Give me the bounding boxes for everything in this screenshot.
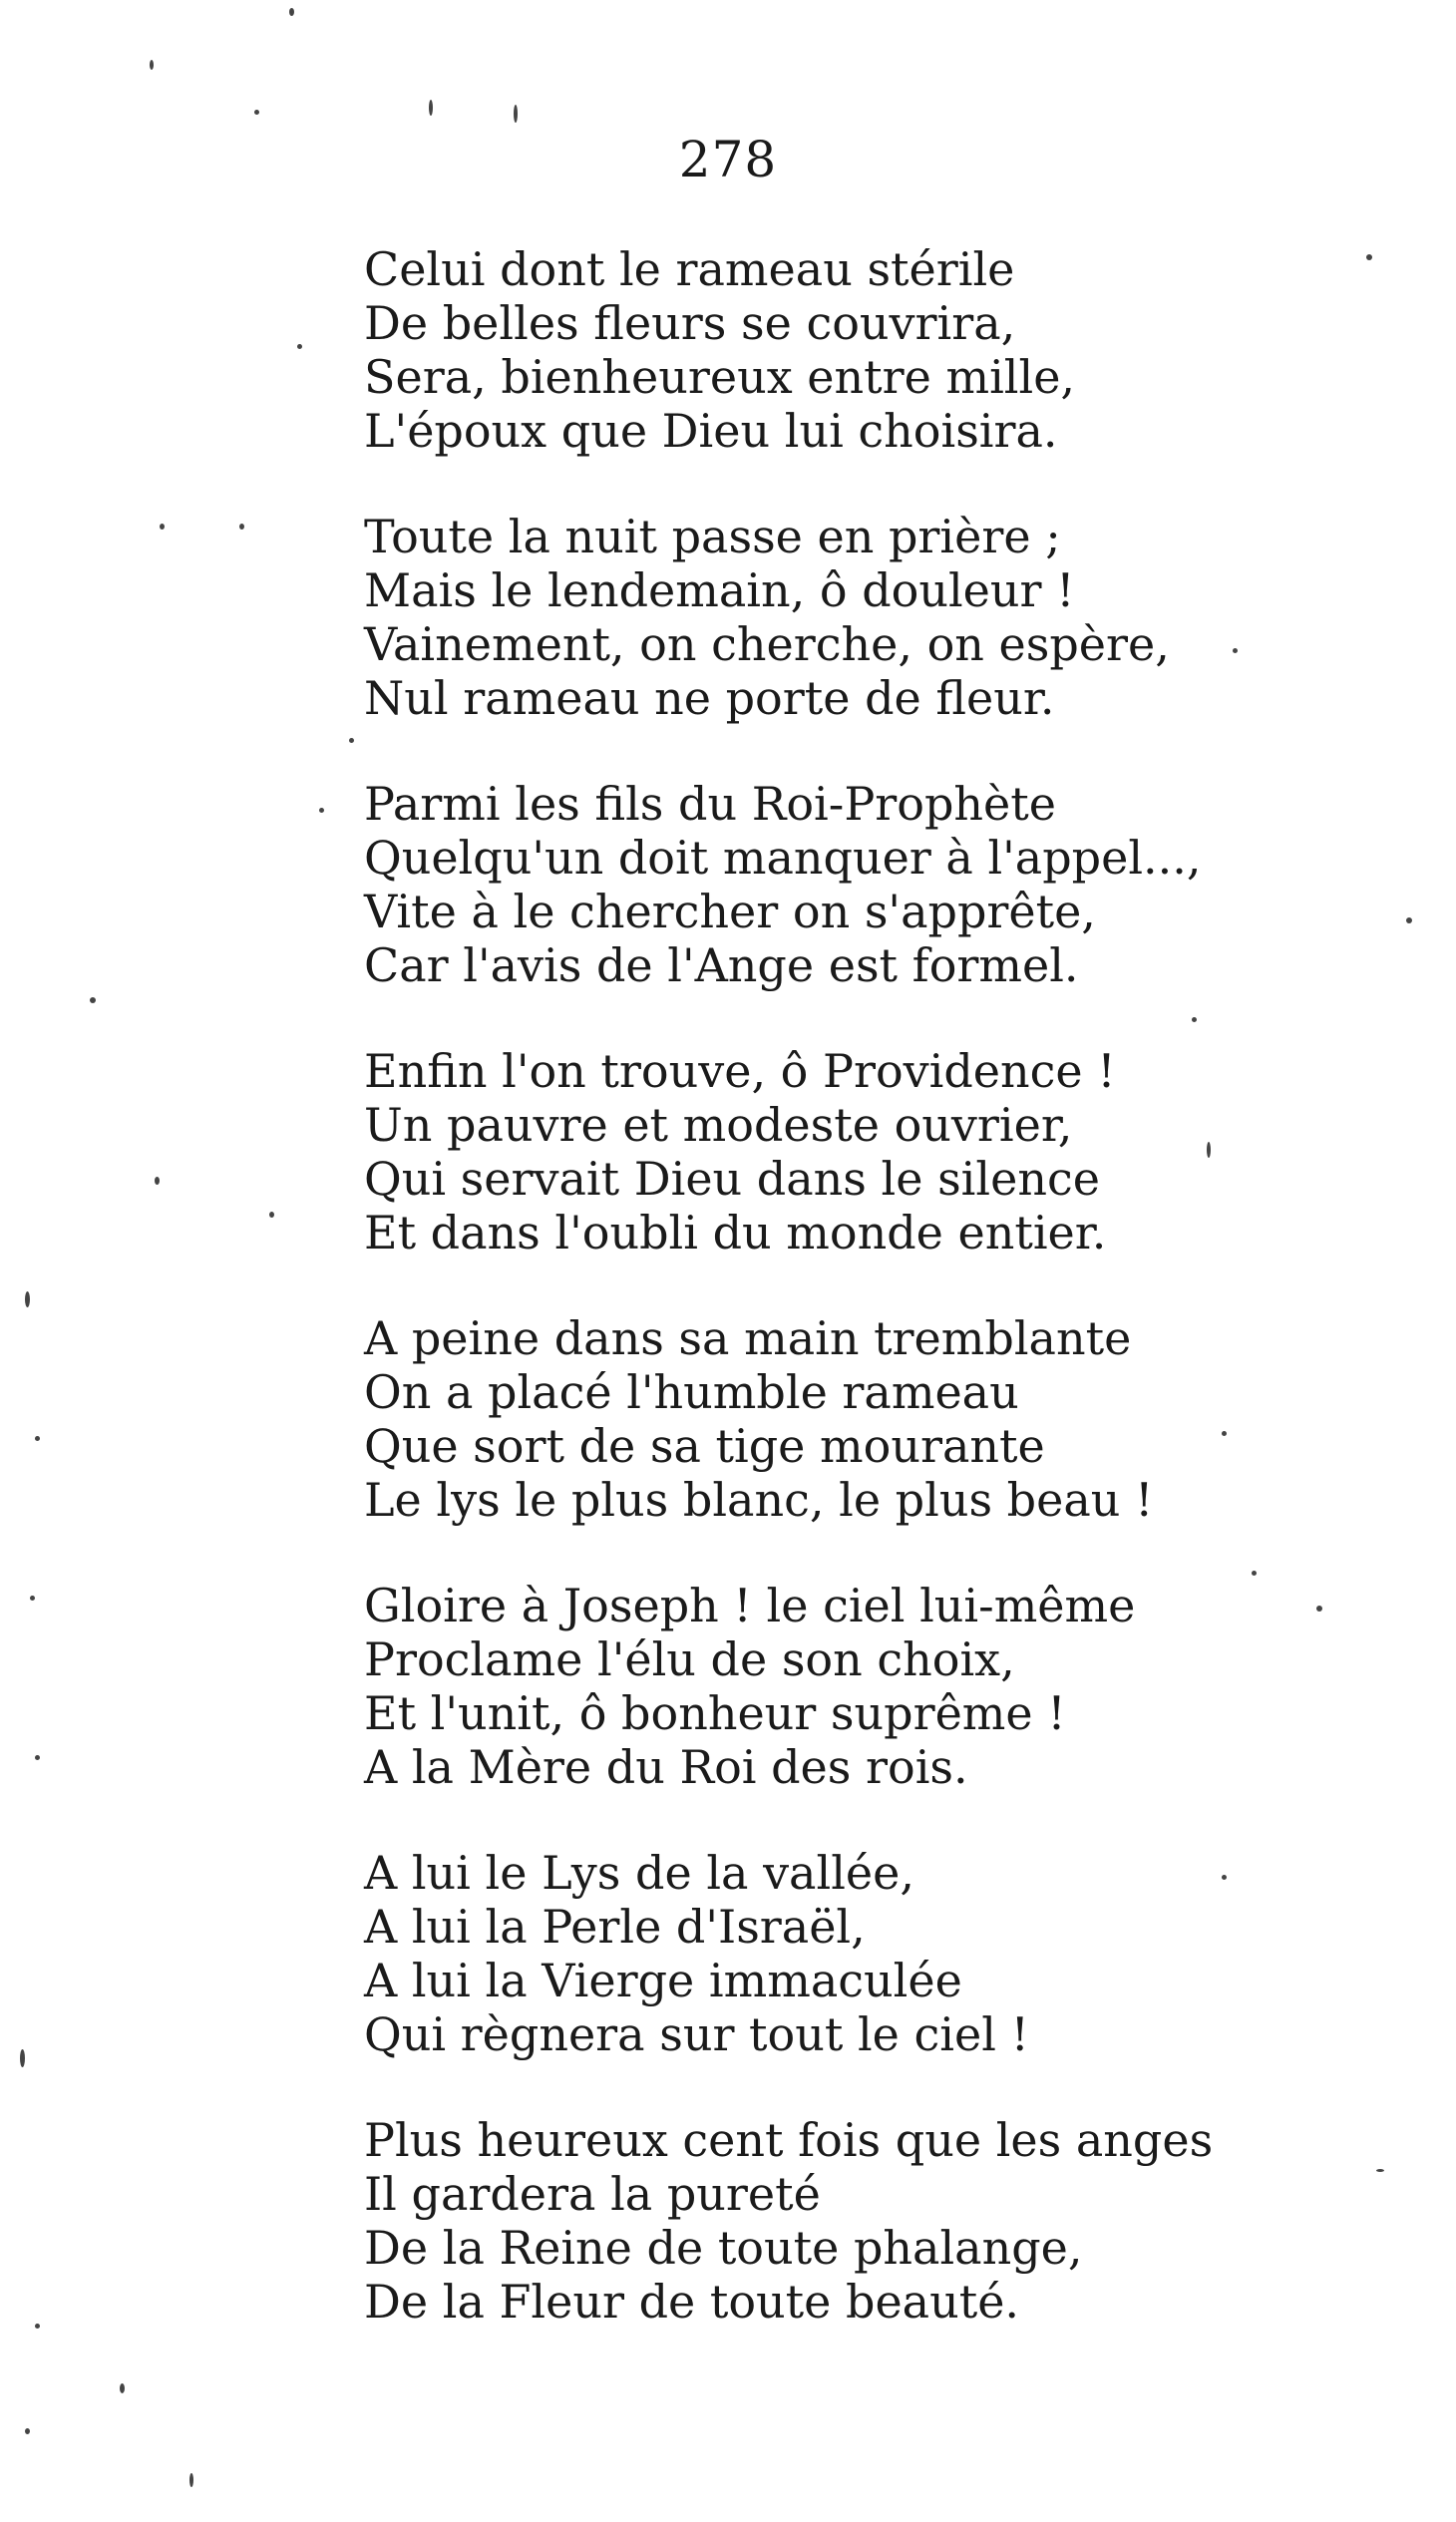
stanza — [364, 777, 1421, 992]
verse-line: Nul rameau ne porte de fleur. — [364, 671, 1055, 725]
paper-speck — [1376, 2169, 1384, 2172]
verse-line: De la Reine de toute phalange, — [364, 2221, 1083, 2275]
paper-speck — [150, 60, 154, 70]
verse-line: Parmi les fils du Roi-Prophète — [364, 777, 1056, 831]
paper-speck — [120, 2383, 125, 2393]
paper-speck — [155, 1177, 160, 1185]
stanza — [364, 242, 1421, 458]
paper-speck — [25, 1291, 30, 1307]
paper-speck — [297, 344, 302, 349]
paper-speck — [1233, 648, 1238, 653]
stanza — [364, 510, 1421, 725]
paper-speck — [289, 8, 294, 16]
verse-line: Et dans l'oubli du monde entier. — [364, 1206, 1107, 1260]
paper-speck — [254, 110, 259, 115]
paper-speck — [1207, 1142, 1211, 1158]
verse-line: Un pauvre et modeste ouvrier, — [364, 1098, 1073, 1152]
verse-line: Car l'avis de l'Ange est formel. — [364, 938, 1079, 992]
verse-line: Que sort de sa tige mourante — [364, 1419, 1045, 1473]
verse-line: Qui règnera sur tout le ciel ! — [364, 2007, 1030, 2061]
verse-line: Qui servait Dieu dans le silence — [364, 1152, 1100, 1206]
verse-line: Plus heureux cent fois que les anges — [364, 2113, 1214, 2167]
verse-line: Sera, bienheureux entre mille, — [364, 350, 1076, 404]
verse-line: Le lys le plus blanc, le plus beau ! — [364, 1473, 1154, 1527]
paper-speck — [349, 738, 354, 743]
verse-line: Quelqu'un doit manquer à l'appel..., — [364, 831, 1202, 885]
paper-speck — [30, 1596, 35, 1601]
paper-speck — [319, 808, 324, 813]
paper-speck — [429, 100, 433, 116]
paper-speck — [35, 1436, 40, 1441]
paper-speck — [1252, 1571, 1257, 1576]
verse-line: On a placé l'humble rameau — [364, 1365, 1019, 1419]
verse-line: Et l'unit, ô bonheur suprême ! — [364, 1686, 1066, 1740]
paper-speck — [514, 105, 518, 123]
paper-speck — [1316, 1606, 1322, 1612]
paper-speck — [1406, 917, 1412, 923]
stanza — [364, 2113, 1421, 2329]
stanza — [364, 1579, 1421, 1794]
paper-speck — [1222, 1875, 1227, 1880]
verse-line: A lui la Vierge immaculée — [364, 1954, 962, 2007]
verse-line: De la Fleur de toute beauté. — [364, 2275, 1020, 2329]
verse-line: Vite à le chercher on s'apprête, — [364, 885, 1096, 938]
paper-speck — [189, 2473, 193, 2487]
paper-speck — [35, 1755, 40, 1760]
verse-line: Celui dont le rameau stérile — [364, 242, 1015, 296]
paper-speck — [1192, 1017, 1197, 1022]
paper-speck — [25, 2428, 30, 2434]
verse-line: Enfin l'on trouve, ô Providence ! — [364, 1044, 1116, 1098]
verse-line: Gloire à Joseph ! le ciel lui-même — [364, 1579, 1136, 1632]
page-number: 278 — [678, 131, 778, 188]
poem-text — [364, 242, 1421, 2380]
paper-speck — [20, 2049, 25, 2067]
stanza — [364, 1846, 1421, 2061]
verse-line: A lui la Perle d'Israël, — [364, 1900, 866, 1954]
verse-line: De belles fleurs se couvrira, — [364, 296, 1016, 350]
verse-line: Mais le lendemain, ô douleur ! — [364, 563, 1075, 617]
verse-line: Il gardera la pureté — [364, 2167, 821, 2221]
verse-line: A la Mère du Roi des rois. — [364, 1740, 968, 1794]
verse-line: Toute la nuit passe en prière ; — [364, 510, 1061, 563]
stanza — [364, 1311, 1421, 1527]
paper-speck — [90, 997, 96, 1003]
verse-line: Proclame l'élu de son choix, — [364, 1632, 1015, 1686]
paper-speck — [239, 524, 244, 530]
paper-speck — [269, 1212, 274, 1218]
verse-line: A peine dans sa main tremblante — [364, 1311, 1132, 1365]
paper-speck — [1222, 1431, 1227, 1436]
verse-line: L'époux que Dieu lui choisira. — [364, 404, 1058, 458]
paper-speck — [1366, 254, 1372, 260]
verse-line: A lui le Lys de la vallée, — [364, 1846, 914, 1900]
verse-line: Vainement, on cherche, on espère, — [364, 617, 1170, 671]
paper-speck — [160, 524, 165, 530]
stanza — [364, 1044, 1421, 1260]
paper-speck — [35, 2324, 40, 2329]
